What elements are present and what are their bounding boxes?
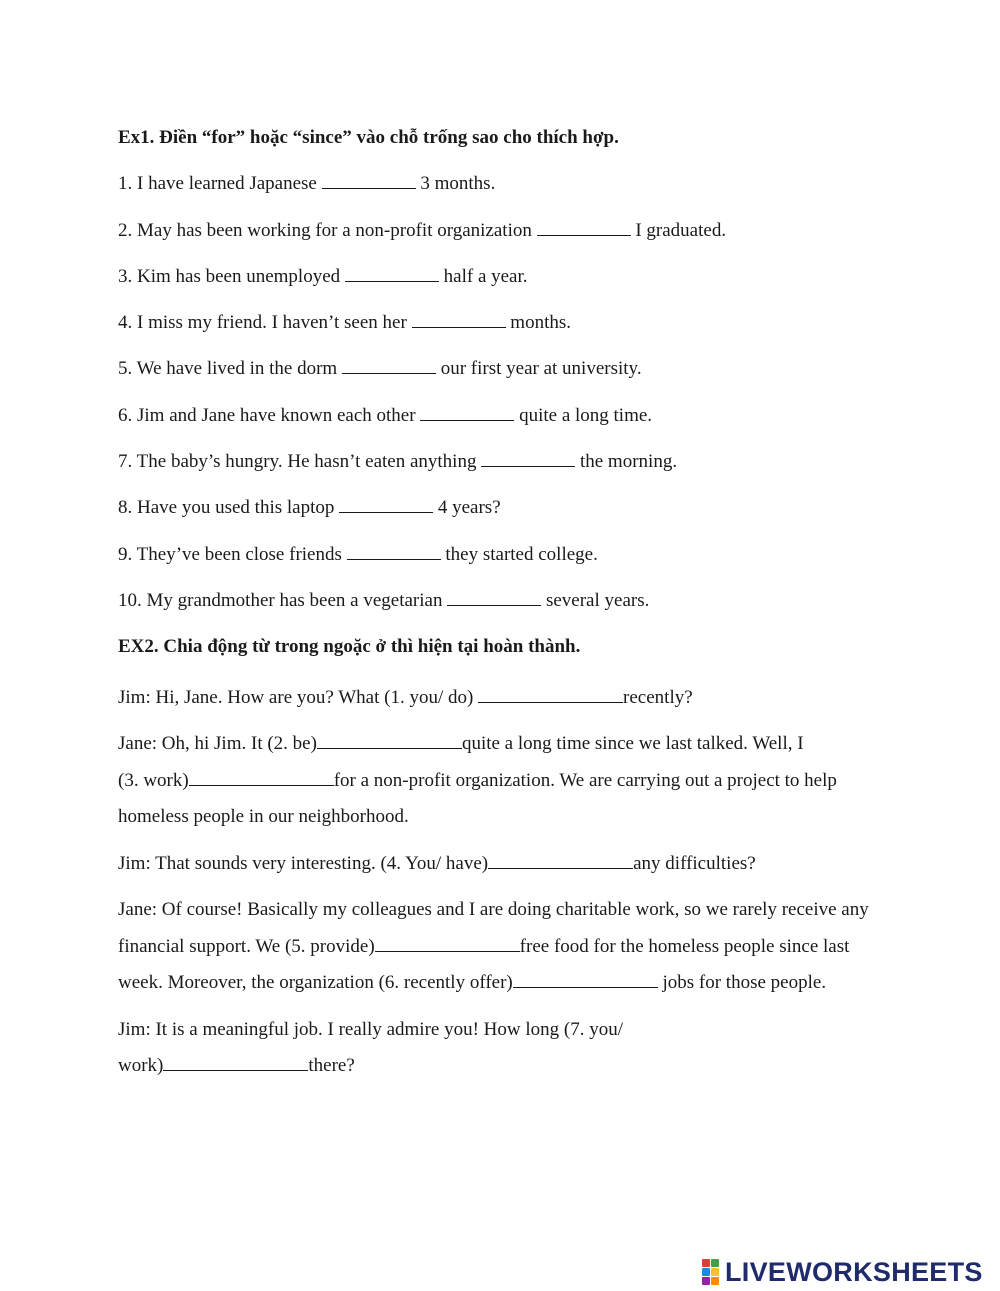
item-text: 3. Kim has been unemployed [118, 265, 345, 287]
item-text: they started college. [440, 543, 598, 565]
dialogue-text: free food for the homeless people since last week. Moreover, the organization (6. recently offer) [118, 935, 850, 994]
dialogue-line-3 [118, 846, 898, 883]
dialogue-text: Jim: That sounds very interesting. (4. You/ have) [118, 852, 489, 874]
answer-blank[interactable] [342, 357, 436, 374]
item-text: quite a long time. [514, 404, 653, 426]
exercise-1-item [118, 402, 898, 448]
answer-blank-6[interactable] [513, 971, 658, 988]
item-text: 1. I have learned Japanese [118, 173, 322, 195]
item-text: 2. May has been working for a non-profit organization [118, 219, 537, 241]
answer-blank-2[interactable] [317, 732, 462, 749]
dialogue-text: recently? [623, 686, 693, 708]
dialogue-text: Jim: Hi, Jane. How are you? What (1. you/ do) [118, 686, 479, 708]
item-text: our first year at university. [435, 358, 642, 380]
answer-blank[interactable] [339, 496, 433, 513]
item-text: 6. Jim and Jane have known each other [118, 404, 421, 426]
item-text: 4. I miss my friend. I haven’t seen her [118, 312, 412, 334]
dialogue-line-4 [118, 892, 898, 1002]
dialogue-line-5 [118, 1012, 898, 1085]
liveworksheets-logo-text: LIVEWORKSHEETS [725, 1256, 983, 1287]
answer-blank[interactable] [347, 543, 441, 560]
item-text: several years. [541, 589, 650, 611]
answer-blank-1[interactable] [478, 686, 623, 703]
answer-blank-4[interactable] [488, 852, 633, 869]
dialogue-text: Jim: It is a meaningful job. I really admire you! How long (7. you/ [118, 1018, 623, 1040]
answer-blank[interactable] [420, 404, 514, 421]
item-text: months. [505, 312, 571, 334]
logo-square [702, 1268, 710, 1276]
item-text: half a year. [438, 265, 528, 287]
answer-blank[interactable] [345, 265, 439, 282]
dialogue-line-2 [118, 726, 898, 836]
answer-blank[interactable] [412, 311, 506, 328]
exercise-1-items [118, 170, 898, 633]
item-text: 7. The baby’s hungry. He hasn’t eaten anything [118, 451, 482, 473]
item-text: 8. Have you used this laptop [118, 497, 340, 519]
exercise-2 [118, 633, 898, 1084]
logo-square [711, 1268, 719, 1276]
logo-square [711, 1277, 719, 1285]
dialogue-text: for a non-profit organization. We are carrying out a project to help homeless people in our neighborhood. [118, 769, 837, 828]
logo-square [702, 1277, 710, 1285]
logo-square [711, 1259, 719, 1267]
item-text: 10. My grandmother has been a vegetarian [118, 589, 448, 611]
liveworksheets-logo-icon [702, 1259, 719, 1285]
answer-blank[interactable] [537, 219, 631, 236]
dialogue-text: Jane: Oh, hi Jim. It (2. be) [118, 733, 317, 755]
worksheet [118, 124, 898, 1095]
item-text: 9. They’ve been close friends [118, 543, 347, 565]
dialogue-text: work) [118, 1055, 164, 1077]
liveworksheets-logo [702, 1257, 983, 1287]
exercise-1 [118, 124, 898, 633]
dialogue-text: (3. work) [118, 769, 189, 791]
dialogue-line-1 [118, 680, 898, 717]
answer-blank-3[interactable] [189, 769, 334, 786]
exercise-2-heading: EX2. Chia động từ trong ngoặc ở thì hiện tại hoàn thành. [118, 636, 581, 658]
exercise-1-item [118, 587, 898, 633]
exercise-1-item [118, 355, 898, 401]
dialogue-text: any difficulties? [633, 852, 756, 874]
dialogue-text: there? [308, 1055, 355, 1077]
item-text: 3 months. [415, 173, 496, 195]
item-text: 4 years? [433, 497, 501, 519]
answer-blank[interactable] [322, 172, 416, 189]
item-text: 5. We have lived in the dorm [118, 358, 342, 380]
answer-blank[interactable] [447, 589, 541, 606]
exercise-1-item [118, 494, 898, 540]
exercise-1-item [118, 448, 898, 494]
dialogue-text: quite a long time since we last talked. Well, I [461, 733, 804, 755]
answer-blank-5[interactable] [375, 935, 520, 952]
exercise-1-heading: Ex1. Điền “for” hoặc “since” vào chỗ trống sao cho thích hợp. [118, 127, 619, 148]
dialogue-text: jobs for those people. [662, 972, 827, 994]
logo-square [702, 1259, 710, 1267]
dialogue-text: Jane: Of course! Basically my colleagues and I are doing charitable work, so we rarely receive any financial support. We (5. provide) [118, 899, 869, 957]
item-text: the morning. [575, 451, 678, 473]
exercise-1-item [118, 217, 898, 263]
exercise-1-item [118, 263, 898, 309]
item-text: I graduated. [630, 219, 727, 241]
exercise-1-item [118, 170, 898, 216]
answer-blank[interactable] [481, 450, 575, 467]
exercise-1-item [118, 541, 898, 587]
answer-blank-7[interactable] [163, 1054, 308, 1071]
exercise-1-item [118, 309, 898, 355]
